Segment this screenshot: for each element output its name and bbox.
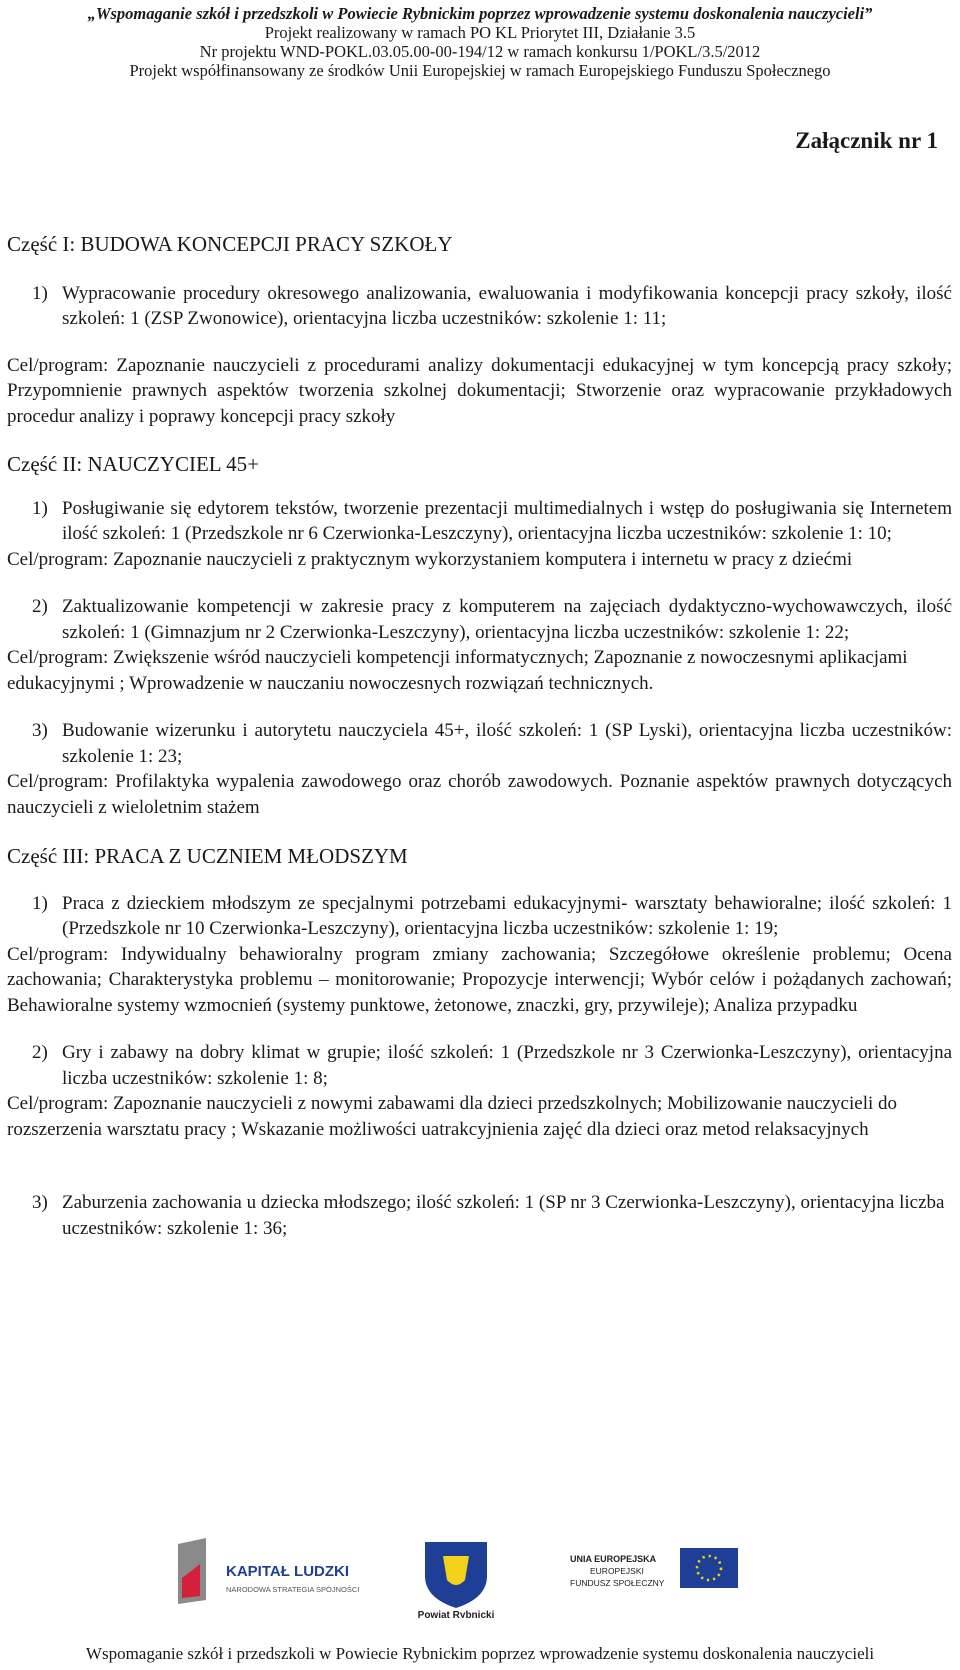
item-text: Zaburzenia zachowania u dziecka młodszego; ilość szkoleń: 1 (SP nr 3 Czerwionka-Leszczyny), orientacyjna liczba uczestników: szkolenie 1: 36; <box>62 1192 945 1239</box>
header-program-line: Projekt realizowany w ramach PO KL Priorytet III, Działanie 3.5 <box>264 23 696 42</box>
eu-flag-icon <box>680 1548 738 1588</box>
eu-line2: EUROPEJSKI <box>590 1566 644 1576</box>
powiat-label: Powiat Rybnicki <box>417 1610 495 1618</box>
part2-cel-1: Cel/program: Zapoznanie nauczycieli z praktycznym wykorzystaniem komputera i internetu w pracy z dziećmi <box>7 548 853 570</box>
document-body <box>7 232 952 1241</box>
list-number: 2) <box>32 596 48 617</box>
header-cofinancing: Projekt współfinansowany ze środków Unii Europejskiej w ramach Europejskiego Funduszu Społecznego <box>129 61 831 80</box>
logos-strip <box>0 1538 960 1618</box>
part3-cel-1: Cel/program: Indywidualny behawioralny program zmiany zachowania; Szczegółowe określenie problemu; Ocena zachowania; Charakterystyka problemu – monitorowanie; Propozycje interwencji; Wybór celów i pożądanych zachowań; Behawioralne systemy wzmocnień (systemy punktowe, żetonowe, znaczki, gry, przywileje); Analiza przypadku <box>7 943 952 1016</box>
page-header <box>0 4 960 80</box>
item-text: Zaktualizowanie kompetencji w zakresie pracy z komputerem na zajęciach dydaktyczno-wychowawczych, ilość szkoleń: 1 (Gimnazjum nr 2 Czerwionka-Leszczyny), orientacyjna liczba uczestników: szkolenie 1: 22; <box>62 596 952 643</box>
list-number: 1) <box>32 497 48 519</box>
part1-item-1 <box>7 281 952 332</box>
part3-item-1 <box>7 891 952 942</box>
list-number: 1) <box>32 892 48 914</box>
page-footer: Wspomaganie szkół i przedszkoli w Powiecie Rybnickim poprzez wprowadzenie systemu doskonalenia nauczycieli <box>85 1644 875 1663</box>
list-number: 2) <box>32 1042 48 1063</box>
part2-cel-3: Cel/program: Profilaktyka wypalenia zawodowego oraz chorób zawodowych. Poznanie aspektów prawnych dotyczących nauczycieli z wieloletnim stażem <box>7 771 952 818</box>
kapital-ludzki-logo <box>178 1538 359 1604</box>
item-text: Budowanie wizerunku i autorytetu nauczyciela 45+, ilość szkoleń: 1 (SP Lyski), orientacyjna liczba uczestników: szkolenie 1: 23; <box>62 720 952 767</box>
eu-line3: FUNDUSZ SPOŁECZNY <box>570 1578 665 1588</box>
part3-item-2 <box>7 1040 952 1091</box>
eu-logo <box>570 1548 738 1588</box>
part2-title: Część II: NAUCZYCIEL 45+ <box>7 452 259 476</box>
item-text: Praca z dzieckiem młodszym ze specjalnymi potrzebami edukacyjnymi- warsztaty behawioralne; ilość szkoleń: 1 (Przedszkole nr 10 Czerwionka-Leszczyny), orientacyjna liczba uczestników: szkolenie 1: 19; <box>62 892 952 939</box>
part2-item-3 <box>7 718 952 769</box>
part2-item-2 <box>7 594 952 645</box>
kl-subtitle: NARODOWA STRATEGIA SPÓJNOŚCI <box>226 1585 360 1594</box>
powiat-rybnicki-logo <box>418 1542 495 1618</box>
part3-cel-2: Cel/program: Zapoznanie nauczycieli z nowymi zabawami dla dzieci przedszkolnych; Mobilizowanie nauczycieli do rozszerzenia warsztatu pracy ; Wskazanie możliwości uatrakcyjnienia zajęć dla dzieci oraz metod relaksacyjnych <box>7 1093 898 1140</box>
part1-title: Część I: BUDOWA KONCEPCJI PRACY SZKOŁY <box>7 232 453 256</box>
part2-cel-2: Cel/program: Zwiększenie wśród nauczycieli kompetencji informatycznych; Zapoznanie z nowoczesnymi aplikacjami edukacyjnymi ; Wprowadzenie w nauczaniu nowoczesnych rozwiązań technicznych. <box>7 647 908 694</box>
header-project-number: Nr projektu WND-POKL.03.05.00-00-194/12 w ramach konkursu 1/POKL/3.5/2012 <box>199 42 761 61</box>
item-text: Gry i zabawy na dobry klimat w grupie; ilość szkoleń: 1 (Przedszkole nr 3 Czerwionka-Leszczyny), orientacyjna liczba uczestników: szkolenie 1: 8; <box>62 1042 952 1089</box>
eu-line1: UNIA EUROPEJSKA <box>570 1554 657 1564</box>
kl-title: KAPITAŁ LUDZKI <box>226 1563 350 1580</box>
list-number: 3) <box>32 720 48 741</box>
item-text: Wypracowanie procedury okresowego analizowania, ewaluowania i modyfikowania koncepcji pracy szkoły, ilość szkoleń: 1 (ZSP Zwonowice), orientacyjna liczba uczestników: szkolenie 1: 11; <box>62 282 952 329</box>
list-number: 1) <box>32 282 48 304</box>
list-number: 3) <box>32 1192 48 1213</box>
footer-logos <box>0 1538 960 1618</box>
part2-item-1 <box>7 496 952 547</box>
part1-cel-1: Cel/program: Zapoznanie nauczycieli z procedurami analizy dokumentacji edukacyjnej w tym koncepcją pracy szkoły; Przypomnienie prawnych aspektów tworzenia szkolnej dokumentacji; Stworzenie oraz wypracowanie przykładowych procedur analizy i poprawy koncepcji pracy szkoły <box>7 354 952 427</box>
attachment-label: Załącznik nr 1 <box>795 128 938 153</box>
part3-title: Część III: PRACA Z UCZNIEM MŁODSZYM <box>7 844 408 868</box>
part3-item-3 <box>7 1190 952 1241</box>
item-text: Posługiwanie się edytorem tekstów, tworzenie prezentacji multimedialnych i wstęp do posługiwania się Internetem ilość szkoleń: 1 (Przedszkole nr 6 Czerwionka-Leszczyny), orientacyjna liczba uczestników: szkolenie 1: 10; <box>62 497 952 544</box>
header-project-title: „Wspomaganie szkół i przedszkoli w Powiecie Rybnickim poprzez wprowadzenie systemu doskonalenia nauczycieli” <box>87 4 873 23</box>
